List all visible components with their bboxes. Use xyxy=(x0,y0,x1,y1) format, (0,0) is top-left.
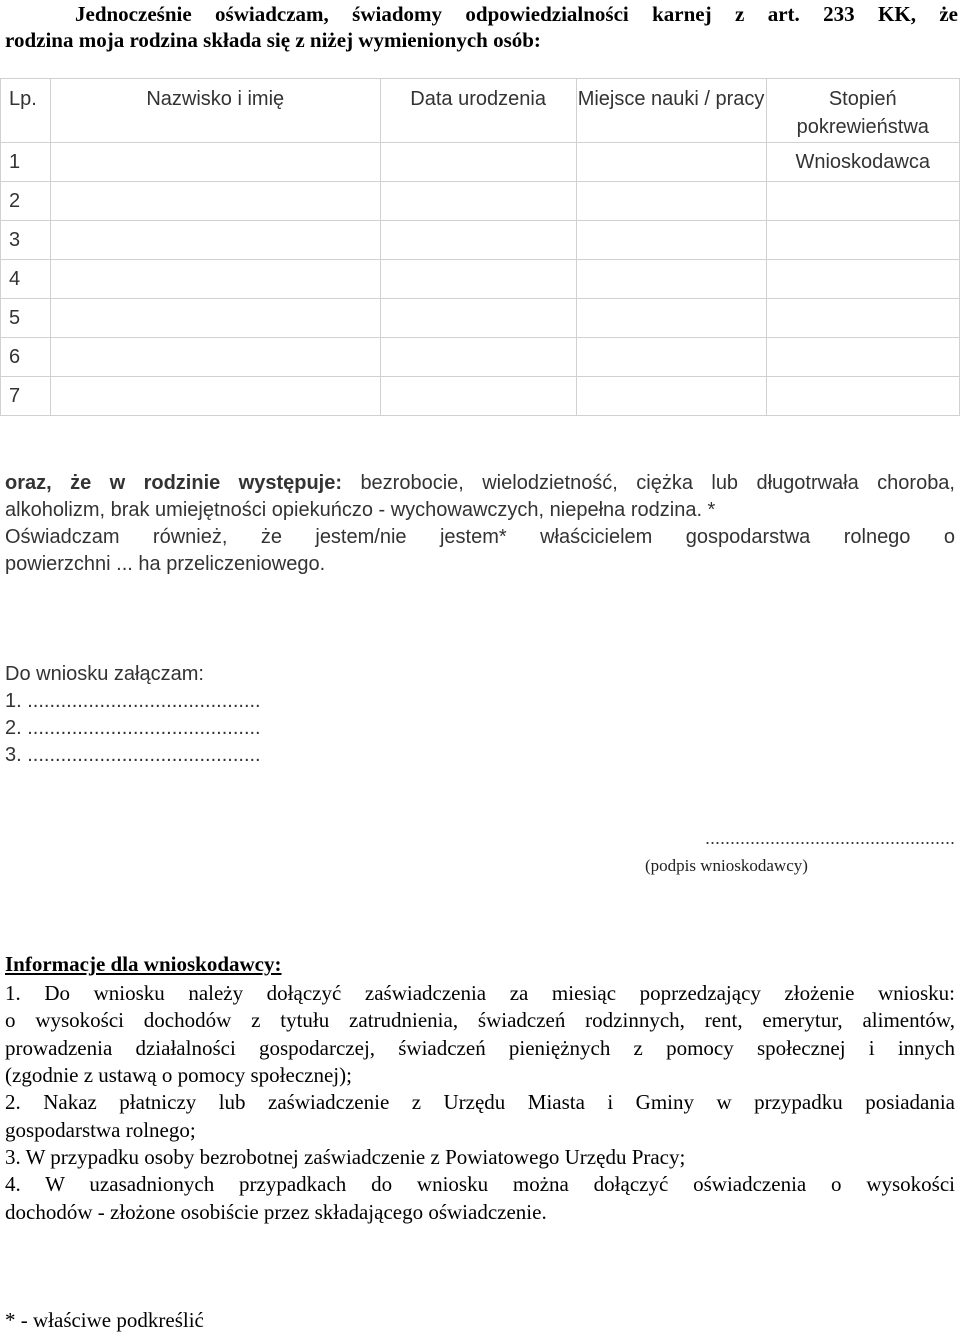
table-row xyxy=(1,260,960,299)
attachments-title: Do wniosku załączam: xyxy=(5,663,204,685)
header-birth-date: Data urodzenia xyxy=(380,79,576,143)
family-conditions-line-1 xyxy=(5,470,955,497)
family-members-table xyxy=(0,78,960,416)
table-row xyxy=(1,143,960,182)
declaration-line-1: Jednocześnie oświadczam, świadomy odpowiedzialności karnej z art. 233 KK, że xyxy=(75,2,958,26)
declaration-line-2: rodzina moja rodzina składa się z niżej wymienionych osób: xyxy=(5,28,541,52)
cell-relationship[interactable] xyxy=(766,299,960,338)
cell-name[interactable] xyxy=(50,338,380,377)
table-header-row xyxy=(1,79,960,143)
family-conditions-text-1: bezrobocie, wielodzietność, ciężka lub długotrwała choroba, xyxy=(360,472,955,494)
family-conditions-label: oraz, że w rodzinie występuje: xyxy=(5,472,343,494)
cell-relationship[interactable] xyxy=(766,260,960,299)
cell-birth-date[interactable] xyxy=(380,143,576,182)
cell-relationship[interactable] xyxy=(766,221,960,260)
signature-line[interactable]: .................................................. xyxy=(705,828,956,848)
table-row xyxy=(1,221,960,260)
cell-place[interactable] xyxy=(576,143,766,182)
cell-name[interactable] xyxy=(50,221,380,260)
header-place-of-study-work: Miejsce nauki / pracy xyxy=(576,79,766,143)
cell-name[interactable] xyxy=(50,299,380,338)
info-item-1-line-1: 1. Do wniosku należy dołączyć zaświadczenia za miesiąc poprzedzający złożenie wniosku: xyxy=(5,981,955,1005)
cell-relationship[interactable]: Wnioskodawca xyxy=(766,143,960,182)
cell-lp: 2 xyxy=(1,182,51,221)
cell-relationship[interactable] xyxy=(766,338,960,377)
cell-place[interactable] xyxy=(576,221,766,260)
cell-lp: 1 xyxy=(1,143,51,182)
header-relationship: Stopień pokrewieństwa xyxy=(766,79,960,143)
cell-place[interactable] xyxy=(576,338,766,377)
table-row xyxy=(1,377,960,416)
attachment-item[interactable]: 2. .......................................... xyxy=(5,717,261,739)
cell-place[interactable] xyxy=(576,260,766,299)
info-item-4-line-2: dochodów - złożone osobiście przez składającego oświadczenie. xyxy=(5,1200,547,1224)
cell-birth-date[interactable] xyxy=(380,377,576,416)
cell-place[interactable] xyxy=(576,377,766,416)
cell-birth-date[interactable] xyxy=(380,338,576,377)
cell-name[interactable] xyxy=(50,260,380,299)
signature-label: (podpis wnioskodawcy) xyxy=(645,856,808,875)
cell-lp: 7 xyxy=(1,377,51,416)
cell-name[interactable] xyxy=(50,377,380,416)
footnote: * - właściwe podkreślić xyxy=(5,1308,204,1332)
cell-relationship[interactable] xyxy=(766,182,960,221)
cell-birth-date[interactable] xyxy=(380,221,576,260)
info-item-4-line-1: 4. W uzasadnionych przypadkach do wniosku można dołączyć oświadczenia o wysokości xyxy=(5,1172,955,1196)
info-item-1-line-4: (zgodnie z ustawą o pomocy społecznej); xyxy=(5,1063,352,1087)
cell-lp: 6 xyxy=(1,338,51,377)
info-item-3: 3. W przypadku osoby bezrobotnej zaświadczenie z Powiatowego Urzędu Pracy; xyxy=(5,1145,686,1169)
header-name: Nazwisko i imię xyxy=(50,79,380,143)
header-lp: Lp. xyxy=(1,79,51,143)
cell-relationship[interactable] xyxy=(766,377,960,416)
cell-place[interactable] xyxy=(576,299,766,338)
cell-name[interactable] xyxy=(50,182,380,221)
cell-place[interactable] xyxy=(576,182,766,221)
family-conditions-line-2: alkoholizm, brak umiejętności opiekuńczo - wychowawczych, niepełna rodzina. * xyxy=(5,499,716,521)
info-item-1-line-3: prowadzenia działalności gospodarczej, świadczeń pieniężnych z pomocy społecznej i innych xyxy=(5,1036,955,1060)
cell-birth-date[interactable] xyxy=(380,182,576,221)
cell-lp: 5 xyxy=(1,299,51,338)
table-row xyxy=(1,299,960,338)
cell-birth-date[interactable] xyxy=(380,299,576,338)
info-item-2-line-2: gospodarstwa rolnego; xyxy=(5,1118,196,1142)
attachment-item[interactable]: 1. .......................................... xyxy=(5,690,261,712)
farm-statement-line-1: Oświadczam również, że jestem/nie jestem* właścicielem gospodarstwa rolnego o xyxy=(5,526,955,548)
info-item-1-line-2: o wysokości dochodów z tytułu zatrudnienia, świadczeń rodzinnych, rent, emerytur, alimentów, xyxy=(5,1008,955,1032)
info-title: Informacje dla wnioskodawcy: xyxy=(5,952,282,976)
cell-lp: 3 xyxy=(1,221,51,260)
cell-birth-date[interactable] xyxy=(380,260,576,299)
cell-name[interactable] xyxy=(50,143,380,182)
table-row xyxy=(1,338,960,377)
farm-statement-line-2: powierzchni ... ha przeliczeniowego. xyxy=(5,553,326,575)
table-row xyxy=(1,182,960,221)
cell-lp: 4 xyxy=(1,260,51,299)
attachment-item[interactable]: 3. .......................................... xyxy=(5,744,261,766)
info-item-2-line-1: 2. Nakaz płatniczy lub zaświadczenie z Urzędu Miasta i Gminy w przypadku posiadania xyxy=(5,1090,955,1114)
